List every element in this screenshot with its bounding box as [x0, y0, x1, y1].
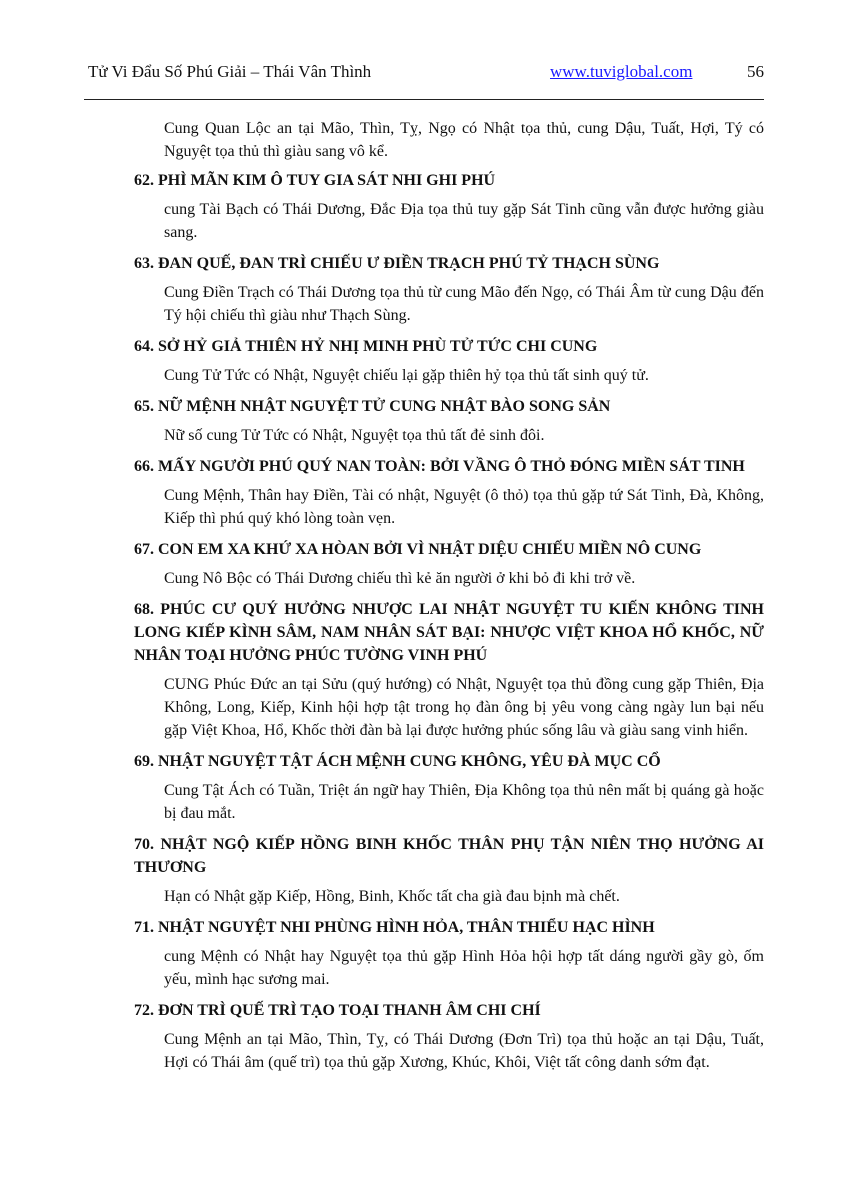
section-body-62: cung Tài Bạch có Thái Dương, Đắc Địa tọa thủ tuy gặp Sát Tinh cũng vẫn được hưởng giàu sang.: [164, 201, 764, 241]
section-heading-66: 66. MẤY NGƯỜI PHÚ QUÝ NAN TOÀN: BỞI VẦNG Ô THỎ ĐÓNG MIỀN SÁT TINH: [134, 458, 745, 475]
document-title: Tử Vi Đẩu Số Phú Giải – Thái Vân Thình: [88, 62, 372, 81]
section-heading-63: 63. ĐAN QUẾ, ĐAN TRÌ CHIẾU Ư ĐIỀN TRẠCH PHÚ TỶ THẠCH SÙNG: [134, 255, 660, 272]
website-link[interactable]: www.tuviglobal.com: [550, 62, 693, 81]
intro-paragraph: Cung Quan Lộc an tại Mão, Thìn, Tỵ, Ngọ có Nhật tọa thủ, cung Dậu, Tuất, Hợi, Tý có Nguyệt tọa thủ thì giàu sang vô kể.: [164, 120, 764, 160]
section-heading-67: 67. CON EM XA KHỨ XA HÒAN BỞI VÌ NHẬT DIỆU CHIẾU MIỀN NÔ CUNG: [134, 541, 702, 558]
section-body-68: CUNG Phúc Đức an tại Sửu (quý hướng) có Nhật, Nguyệt tọa thủ đồng cung gặp Thiên, Địa Không, Long, Kiếp, Kinh hội hợp tật trong họ đàn ông bị yêu vong càng ngày lun bại nếu gặp Việt Khoa, Hổ, Khốc thời đàn bà lại được hưởng phúc sống lâu và giàu sang vinh hiển.: [164, 676, 764, 739]
section-heading-65: 65. NỮ MỆNH NHẬT NGUYỆT TỬ CUNG NHẬT BÀO SONG SẢN: [134, 398, 611, 415]
page-content: [134, 117, 764, 1074]
section-heading-70: 70. NHẬT NGỘ KIẾP HỒNG BINH KHỐC THÂN PHỤ TẬN NIÊN THỌ HƯỞNG AI THƯƠNG: [134, 836, 764, 876]
section-heading-62: 62. PHÌ MÃN KIM Ô TUY GIA SÁT NHI GHI PHÚ: [134, 172, 496, 189]
section-body-63: Cung Điền Trạch có Thái Dương tọa thủ từ cung Mão đến Ngọ, có Thái Âm từ cung Dậu đến Tý hội chiếu thì giàu như Thạch Sùng.: [164, 284, 764, 324]
section-body-64: Cung Tử Tức có Nhật, Nguyệt chiếu lại gặp thiên hỷ tọa thủ tất sinh quý tử.: [164, 367, 649, 384]
header-divider: [84, 99, 764, 100]
section-body-67: Cung Nô Bộc có Thái Dương chiếu thì kẻ ăn người ở khi bỏ đi khi trở về.: [164, 570, 636, 587]
section-heading-69: 69. NHẬT NGUYỆT TẬT ÁCH MỆNH CUNG KHÔNG, YÊU ĐÀ MỤC CỔ: [134, 753, 661, 770]
section-heading-72: 72. ĐƠN TRÌ QUẾ TRÌ TẠO TOẠI THANH ÂM CHI CHÍ: [134, 1002, 541, 1019]
section-body-70: Hạn có Nhật gặp Kiếp, Hồng, Binh, Khốc tất cha già đau bịnh mà chết.: [164, 888, 620, 905]
page-number: 56: [747, 62, 764, 81]
section-body-66: Cung Mệnh, Thân hay Điền, Tài có nhật, Nguyệt (ô thỏ) tọa thủ gặp tứ Sát Tinh, Đà, Không, Kiếp thì phú quý khó lòng toàn vẹn.: [164, 487, 764, 527]
section-body-65: Nữ số cung Tử Tức có Nhật, Nguyệt tọa thủ tất đẻ sinh đôi.: [164, 427, 545, 444]
page-header: [88, 60, 764, 84]
section-body-72: Cung Mệnh an tại Mão, Thìn, Tỵ, có Thái Dương (Đơn Trì) tọa thủ hoặc an tại Dậu, Tuất, Hợi có Thái âm (quế trì) tọa thủ gặp Xương, Khúc, Khôi, Việt tất công danh sớm đạt.: [164, 1031, 764, 1071]
section-heading-68: 68. PHÚC CƯ QUÝ HƯỞNG NHƯỢC LAI NHẬT NGUYỆT TU KIẾN KHÔNG TINH LONG KIẾP KÌNH SÂM, NAM NHÂN SÁT BẠI: NHƯỢC VIỆT KHOA HỔ KHỐC, NỮ NHÂN TOẠI HƯỞNG PHÚC TƯỜNG VINH PHÚ: [134, 601, 764, 664]
section-body-69: Cung Tật Ách có Tuần, Triệt án ngữ hay Thiên, Địa Không tọa thủ nên mất bị quáng gà hoặc bị đau mắt.: [164, 782, 764, 822]
section-heading-64: 64. SỞ HỶ GIẢ THIÊN HỶ NHỊ MINH PHÙ TỬ TỨC CHI CUNG: [134, 338, 598, 355]
section-body-71: cung Mệnh có Nhật hay Nguyệt tọa thủ gặp Hình Hỏa hội hợp tất dáng người gầy gò, ốm yếu, mình hạc sương mai.: [164, 948, 764, 988]
section-heading-71: 71. NHẬT NGUYỆT NHI PHÙNG HÌNH HỎA, THÂN THIỂU HẠC HÌNH: [134, 919, 655, 936]
